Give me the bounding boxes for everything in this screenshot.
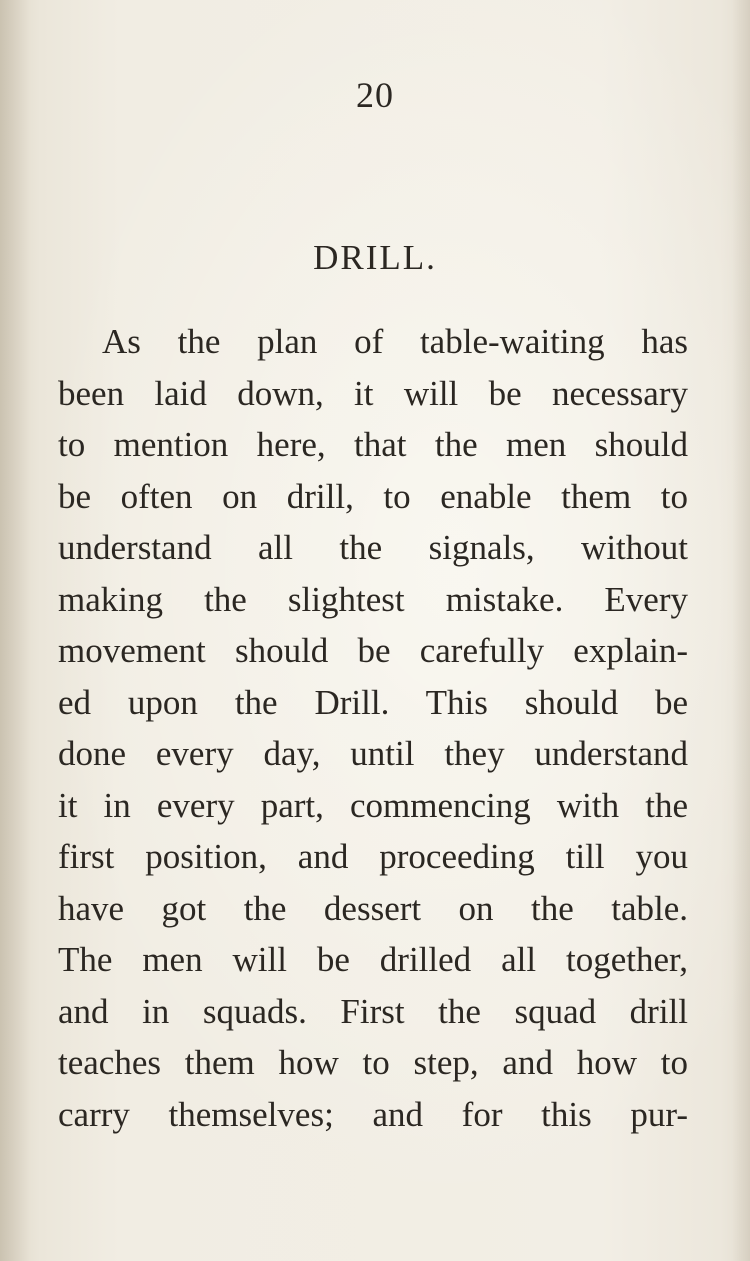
text-line: making the slightest mistake. Every — [58, 579, 688, 619]
text-line: and in squads. First the squad drill — [58, 991, 688, 1031]
text-line: be often on drill, to enable them to — [58, 476, 688, 516]
page-edge-shadow — [732, 0, 750, 1261]
text-line: teaches them how to step, and how to — [58, 1043, 688, 1082]
text-line: done every day, until they understand — [58, 734, 688, 773]
text-line: As the plan of table-waiting has — [102, 322, 688, 361]
text-line: movement should be carefully explain- — [58, 631, 688, 670]
text-line: first position, and proceeding till you — [58, 837, 688, 876]
body-text — [58, 316, 688, 1140]
gutter-shadow — [0, 0, 30, 1261]
page-number: 20 — [356, 75, 394, 115]
text-line: have got the dessert on the table. — [58, 888, 688, 928]
text-line: ed upon the Drill. This should be — [58, 682, 688, 722]
text-line: been laid down, it will be necessary — [58, 373, 688, 413]
text-line: The men will be drilled all together, — [58, 940, 688, 979]
text-line: it in every part, commencing with the — [58, 785, 688, 825]
section-heading: DRILL. — [313, 238, 437, 277]
text-line: carry themselves; and for this pur- — [58, 1094, 688, 1134]
text-line: to mention here, that the men should — [58, 425, 688, 464]
text-line: understand all the signals, without — [58, 528, 688, 567]
